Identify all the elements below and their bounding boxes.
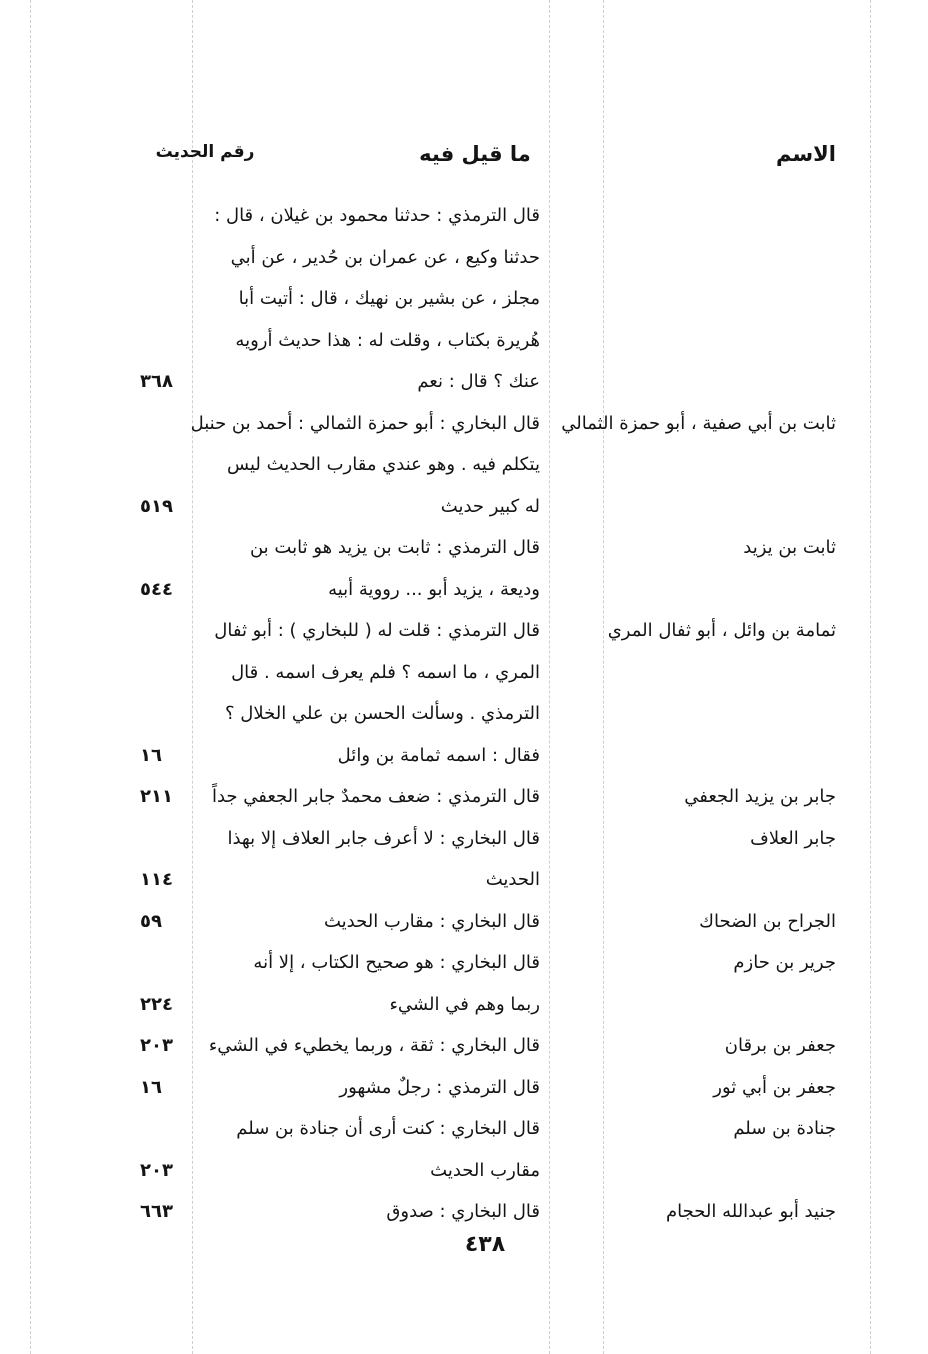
- assessment-line: المري ، ما اسمه ؟ فلم يعرف اسمه . قال: [231, 661, 540, 683]
- assessment-line: قال البخاري : صدوق: [386, 1201, 540, 1222]
- narrator-name: ثمامة بن وائل ، أبو ثفال المري: [607, 620, 836, 641]
- assessment-line: حدثنا وكيع ، عن عمران بن حُدير ، عن أبي: [230, 246, 540, 268]
- column-guide: [870, 0, 871, 1354]
- hadith-number: ١٦: [140, 744, 162, 766]
- hadith-number: ٢٢٤: [140, 993, 173, 1015]
- hadith-number: ٢١١: [140, 786, 173, 807]
- assessment-line: فقال : اسمه ثمامة بن وائل: [337, 744, 540, 766]
- hadith-number: ٥١٩: [140, 495, 173, 517]
- header-number-column: رقم الحديث: [155, 142, 255, 162]
- narrator-name: جابر بن يزيد الجعفي: [684, 786, 836, 807]
- assessment-line: الترمذي . وسألت الحسن بن علي الخلال ؟: [225, 703, 540, 724]
- narrator-name: الجراح بن الضحاك: [699, 910, 836, 932]
- narrator-name: جرير بن حازم: [733, 952, 836, 973]
- assessment-line: قال البخاري : هو صحيح الكتاب ، إلا أنه: [253, 952, 540, 973]
- narrator-name: جابر العلاف: [750, 827, 836, 849]
- hadith-number: ٢٠٣: [140, 1035, 173, 1056]
- narrator-name: جنيد أبو عبدالله الحجام: [666, 1201, 836, 1222]
- column-guide: [30, 0, 31, 1354]
- column-guide: [603, 0, 604, 1354]
- narrator-name: جعفر بن أبي ثور: [713, 1076, 836, 1098]
- assessment-line: قال الترمذي : حدثنا محمود بن غيلان ، قال :: [214, 205, 540, 226]
- assessment-line: قال الترمذي : ثابت بن يزيد هو ثابت بن: [249, 537, 540, 558]
- narrator-name: جنادة بن سلم: [733, 1118, 836, 1139]
- table-header: [0, 142, 928, 176]
- assessment-line: مقارب الحديث: [430, 1159, 540, 1181]
- assessment-line: له كبير حديث: [440, 495, 540, 517]
- assessment-line: قال الترمذي : رجلٌ مشهور: [339, 1076, 540, 1098]
- narrator-name: ثابت بن أبي صفية ، أبو حمزة الثمالي: [561, 412, 836, 434]
- hadith-number: ٦٦٣: [140, 1201, 173, 1222]
- assessment-line: يتكلم فيه . وهو عندي مقارب الحديث ليس: [227, 454, 540, 475]
- assessment-line: هُريرة بكتاب ، وقلت له : هذا حديث أرويه: [235, 329, 540, 351]
- hadith-number: ٢٠٣: [140, 1159, 173, 1181]
- assessment-line: قال الترمذي : قلت له ( للبخاري ) : أبو ثفال: [214, 620, 540, 641]
- header-said-column: ما قيل فيه: [419, 142, 531, 166]
- hadith-number: ٥٤٤: [140, 578, 173, 600]
- narrator-name: ثابت بن يزيد: [743, 537, 836, 558]
- assessment-line: ربما وهم في الشيء: [389, 993, 540, 1015]
- assessment-line: قال البخاري : أبو حمزة الثمالي : أحمد بن حنبل: [190, 412, 540, 434]
- assessment-line: وديعة ، يزيد أبو ... رووية أبيه: [328, 578, 540, 600]
- page-number: ٤٣٨: [464, 1232, 506, 1257]
- hadith-number: ١١٤: [140, 869, 173, 890]
- hadith-number: ١٦: [140, 1076, 162, 1098]
- hadith-number: ٥٩: [140, 910, 162, 932]
- narrator-name: جعفر بن برقان: [724, 1035, 836, 1056]
- hadith-number: ٣٦٨: [140, 371, 173, 392]
- assessment-line: قال الترمذي : ضعف محمدٌ جابر الجعفي جداً: [211, 786, 540, 807]
- header-name-column: الاسم: [776, 142, 836, 166]
- assessment-line: قال البخاري : ثقة ، وربما يخطيء في الشيء: [208, 1035, 540, 1056]
- assessment-line: عنك ؟ قال : نعم: [417, 371, 540, 392]
- assessment-line: قال البخاري : كنت أرى أن جنادة بن سلم: [236, 1118, 540, 1139]
- assessment-line: مجلز ، عن بشير بن نهيك ، قال : أتيت أبا: [238, 288, 540, 309]
- column-guide: [549, 0, 550, 1354]
- assessment-line: قال البخاري : لا أعرف جابر العلاف إلا بهذا: [227, 827, 540, 849]
- assessment-line: قال البخاري : مقارب الحديث: [323, 910, 540, 932]
- assessment-line: الحديث: [485, 869, 540, 890]
